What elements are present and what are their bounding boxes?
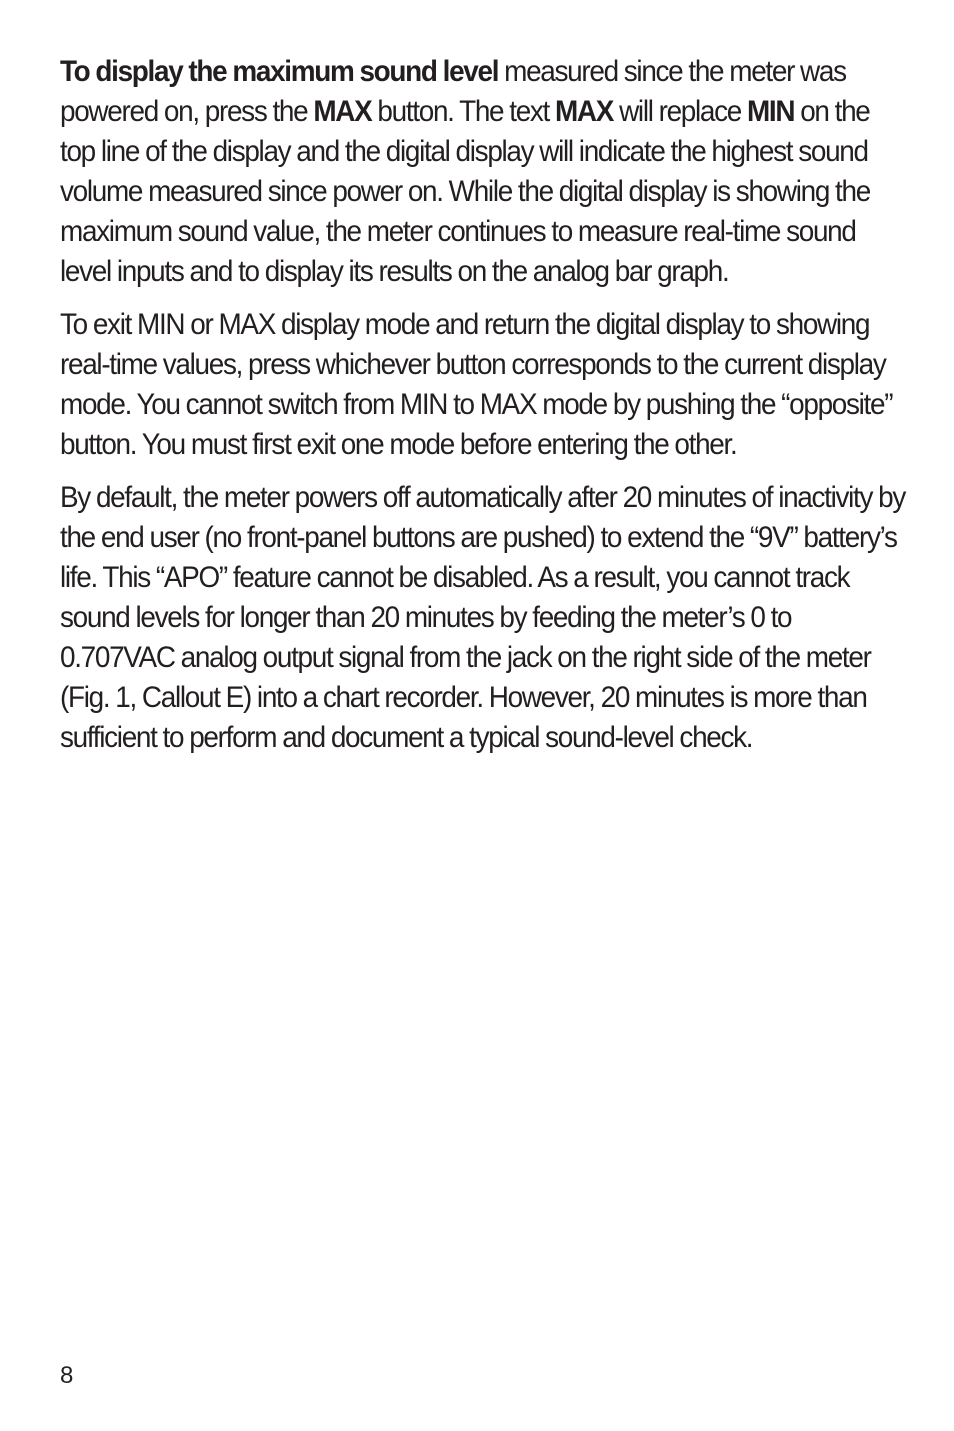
text-segment: button. The text xyxy=(371,95,555,128)
text-segment: By default, the meter powers off automatically after 20 minutes of inactivity by the end user (no front-panel buttons are pushed) to extend the “9V” battery’s life. This “APO” feature cannot be disabled. As a result, you cannot track sound levels for longer than 20 minutes by feeding the meter’s 0 to 0.707VAC analog output signal from the jack on the right side of the meter (Fig. 1, Callout E) into a chart recorder. However, 20 minutes is more than sufficient to perform and document a typical sound-level check. xyxy=(60,481,906,754)
text-segment: measured since the meter was powered on, press the xyxy=(60,55,846,128)
text-segment: on the top line of the display and the digital display will indicate the highest sound volume measured since power on. While the digital display is showing the maximum sound value, the meter continues to measure real-time sound level inputs and to display its results on the analog bar graph. xyxy=(60,95,870,288)
text-segment: will replace xyxy=(613,95,747,128)
paragraph-max-display xyxy=(60,52,908,292)
page-body xyxy=(60,52,908,771)
page-number: 8 xyxy=(60,1362,74,1389)
paragraph-auto-power-off xyxy=(60,478,908,758)
lead-heading-max-level: To display the maximum sound level xyxy=(60,55,499,88)
keyword-min: MIN xyxy=(746,95,795,128)
keyword-max: MAX xyxy=(313,95,372,128)
paragraph-exit-mode xyxy=(60,305,908,465)
keyword-max: MAX xyxy=(554,95,614,128)
text-segment: To exit MIN or MAX display mode and return the digital display to showing real-time values, press whichever button corresponds to the current display mode. You cannot switch from MIN to MAX mode by pushing the “opposite” button. You must first exit one mode before entering the other. xyxy=(60,308,893,461)
